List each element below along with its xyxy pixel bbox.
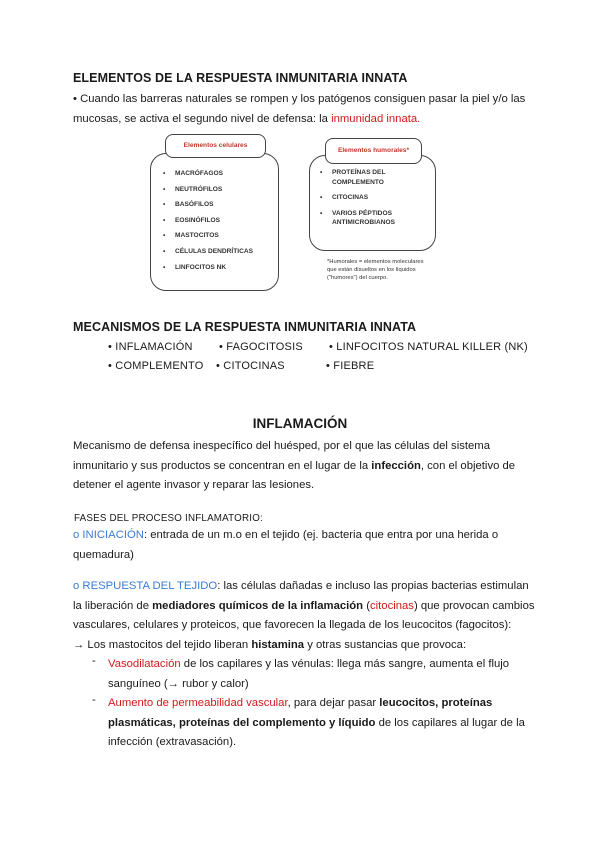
innate-immunity-highlight: inmunidad innata. [331,112,421,125]
list-item: • NEUTRÓFILOS [163,182,253,198]
footnote-line: ("humores") del cuerpo. [327,275,388,281]
text-line: Vasodilatación de los capilares y las vénulas: llega más sangre, aumenta el flujo [108,658,510,670]
list-item: • LINFOCITOS NK [163,260,253,276]
cytokines-highlight: citocinas [369,599,414,612]
text-line: vasculares, celulares y proteicos, que favorecen la llegada de los leucocitos (fagocitos): [73,619,512,631]
intro-line-1: • Cuando las barreras naturales se rompen y los patógenos consiguen pasar la piel y/o las [73,93,526,105]
intro-paragraph [73,90,543,129]
footnote-line: que están disueltos en los líquidos [327,267,416,273]
phase-initiation [73,526,543,565]
text-line: → Los mastocitos del tejido liberan histamina y otras sustancias que provoca: [73,638,467,651]
footnote-line: *Humorales = elementos moleculares [327,259,424,265]
cell-elements-list [163,166,253,275]
humoral-elements-list [320,168,426,228]
phases-label: FASES DEL PROCESO INFLAMATORIO: [74,513,263,524]
text-line: infección (extravasación). [108,736,237,748]
list-item: • EOSINÓFILOS [163,213,253,229]
text-line: plasmáticas, proteínas del complemento y líquido de los capilares al lugar de la [108,716,525,729]
infection-bold: infección [371,459,421,472]
mechanism-item: • FAGOCITOSIS [219,341,303,353]
text-line: Mecanismo de defensa inespecífico del huésped, por el que las células del sistema [73,440,490,452]
cell-elements-tag: Elementos celulares [165,134,266,158]
text-line: detener el agente invasor y reparar las lesiones. [73,479,315,491]
text-line: sanguíneo (→ rubor y calor) [108,677,249,690]
text-line: quemadura) [73,548,134,561]
text-line: Aumento de permeabilidad vascular, para dejar pasar leucocitos, proteínas [108,697,493,709]
mechanism-item: • LINFOCITOS NATURAL KILLER (NK) [329,341,528,353]
text-line: o RESPUESTA DEL TEJIDO: las células dañadas e incluso las propias bacterias estimulan [73,580,529,592]
dash-bullet: - [92,694,96,706]
list-item: • MASTOCITOS [163,228,253,244]
humoral-elements-tag: Elementos humorales* [325,138,422,164]
vasodilation-label: Vasodilatación [108,658,181,670]
list-item: • BASÓFILOS [163,197,253,213]
permeability-item [108,694,548,753]
mechanism-item: • FIEBRE [326,360,375,372]
text-line: inmunitario y sus productos se concentran en el lugar de la infección, con el objetivo de [73,459,516,472]
mechanism-item: • CITOCINAS [216,360,285,372]
vasodilation-item [108,655,548,694]
list-item: • MACRÓFAGOS [163,166,253,182]
inflammation-definition [73,437,543,496]
list-item: • CITOCINAS [320,193,426,203]
humoral-footnote [327,258,424,282]
section-title-mecanismos: MECANISMOS DE LA RESPUESTA INMUNITARIA INNATA [73,320,417,334]
section-title-elementos: ELEMENTOS DE LA RESPUESTA INMUNITARIA INNATA [73,71,408,85]
initiation-label: o INICIACIÓN [73,529,144,541]
list-item: • CÉLULAS DENDRÍTICAS [163,244,253,260]
list-item: • PROTEÍNAS DEL COMPLEMENTO [320,168,426,187]
mechanism-item: • INFLAMACIÓN [108,341,193,353]
phase-tissue-response [73,577,543,655]
dash-bullet: - [92,655,96,667]
text-line: la liberación de mediadores químicos de la inflamación (citocinas) que provocan cambios [73,599,535,612]
mechanism-item: • COMPLEMENTO [108,360,204,372]
list-item: • VARIOS PÉPTIDOS ANTIMICROBIANOS [320,209,426,228]
intro-line-2: mucosas, se activa el segundo nivel de defensa: la inmunidad innata. [73,112,421,125]
section-title-inflamacion: INFLAMACIÓN [252,416,348,431]
text-line: o INICIACIÓN: entrada de un m.o en el tejido (ej. bacteria que entra por una herida o [73,529,499,541]
permeability-label: Aumento de permeabilidad vascular [108,697,288,709]
tissue-response-label: o RESPUESTA DEL TEJIDO [73,580,218,592]
